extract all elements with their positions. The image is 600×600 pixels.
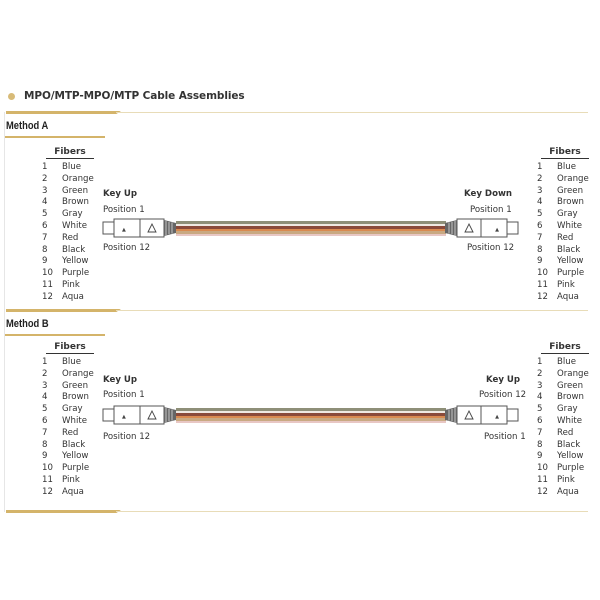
section-rule-a bbox=[6, 111, 588, 114]
method-a-right-top-pos: Position 1 bbox=[470, 205, 512, 215]
method-a-right-key: Key Down bbox=[464, 189, 513, 199]
fiber-row bbox=[42, 292, 94, 304]
method-b-label: Method B bbox=[6, 318, 49, 330]
fiber-number: 5 bbox=[537, 209, 543, 220]
fiber-number: 6 bbox=[537, 220, 543, 231]
fibers-header: Fibers bbox=[46, 147, 94, 159]
fiber-row bbox=[42, 475, 94, 487]
fiber-number: 5 bbox=[537, 404, 543, 415]
fiber-color: Black bbox=[557, 244, 581, 255]
fiber-color: Orange bbox=[557, 368, 589, 379]
fiber-row bbox=[537, 233, 589, 245]
fiber-color: Black bbox=[62, 439, 86, 450]
fiber-number: 8 bbox=[42, 244, 48, 255]
cable-b bbox=[176, 408, 446, 423]
fiber-row bbox=[42, 209, 94, 221]
fiber-row bbox=[537, 256, 589, 268]
fiber-color: Pink bbox=[557, 279, 575, 290]
fiber-color: Gray bbox=[557, 404, 578, 415]
method-b-right-top-pos: Position 12 bbox=[479, 390, 527, 400]
cable-band bbox=[176, 234, 446, 237]
fiber-color: Pink bbox=[62, 279, 80, 290]
fiber-color: Red bbox=[62, 232, 79, 243]
fiber-color: Aqua bbox=[62, 291, 84, 302]
fiber-number: 8 bbox=[42, 439, 48, 450]
method-b-left-key: Key Up bbox=[103, 375, 138, 385]
fiber-number: 3 bbox=[42, 380, 48, 391]
fiber-color: Yellow bbox=[557, 256, 584, 267]
fibers-table-b-right bbox=[537, 342, 589, 499]
fiber-row bbox=[537, 292, 589, 304]
fiber-row bbox=[42, 245, 94, 257]
fiber-row bbox=[42, 197, 94, 209]
fiber-color: Green bbox=[62, 380, 89, 391]
svg-text:▲: ▲ bbox=[495, 414, 499, 420]
fiber-color: Gray bbox=[62, 404, 83, 415]
fiber-color: Purple bbox=[62, 463, 90, 474]
page-title: MPO/MTP-MPO/MTP Cable Assemblies bbox=[24, 90, 245, 102]
fibers-header: Fibers bbox=[541, 147, 589, 159]
fiber-color: Purple bbox=[557, 268, 585, 279]
svg-text:▲: ▲ bbox=[495, 227, 499, 233]
fiber-color: Green bbox=[62, 185, 89, 196]
method-b-underline bbox=[5, 334, 105, 336]
fiber-row bbox=[537, 440, 589, 452]
fiber-number: 9 bbox=[42, 451, 48, 462]
method-a-left-bottom-pos: Position 12 bbox=[103, 243, 151, 253]
fiber-number: 6 bbox=[537, 415, 543, 426]
fiber-number: 2 bbox=[537, 368, 543, 379]
fibers-header: Fibers bbox=[46, 342, 94, 354]
fiber-color: Brown bbox=[62, 197, 89, 208]
fiber-number: 10 bbox=[537, 463, 548, 474]
fiber-row bbox=[537, 463, 589, 475]
method-a-right-bottom-pos: Position 12 bbox=[467, 243, 515, 253]
svg-text:▲: ▲ bbox=[122, 227, 126, 233]
fiber-row bbox=[537, 280, 589, 292]
fiber-number: 10 bbox=[42, 463, 53, 474]
fiber-color: Yellow bbox=[62, 256, 89, 267]
fiber-number: 9 bbox=[42, 256, 48, 267]
fiber-color: White bbox=[557, 415, 582, 426]
frame-border bbox=[4, 112, 5, 512]
fiber-row bbox=[537, 197, 589, 209]
method-b-right-bottom-pos: Position 1 bbox=[484, 432, 526, 442]
fiber-row bbox=[42, 428, 94, 440]
fiber-color: Pink bbox=[62, 474, 80, 485]
fiber-number: 1 bbox=[42, 357, 48, 367]
fiber-row bbox=[537, 392, 589, 404]
fiber-row bbox=[42, 186, 94, 198]
fiber-number: 6 bbox=[42, 415, 48, 426]
fiber-number: 1 bbox=[537, 357, 543, 367]
fiber-number: 11 bbox=[537, 474, 548, 485]
fiber-row bbox=[42, 174, 94, 186]
mpo-connector-icon bbox=[443, 218, 519, 238]
mpo-connector-icon bbox=[443, 405, 519, 425]
method-a-left-top-pos: Position 1 bbox=[103, 205, 145, 215]
method-b-right-key: Key Up bbox=[486, 375, 521, 385]
section-rule-bottom bbox=[6, 510, 588, 513]
fiber-row bbox=[537, 428, 589, 440]
fiber-row bbox=[42, 162, 94, 174]
fiber-color: White bbox=[62, 415, 87, 426]
fiber-color: Red bbox=[557, 232, 574, 243]
fiber-row bbox=[42, 268, 94, 280]
fiber-number: 3 bbox=[537, 185, 543, 196]
cable-a bbox=[176, 221, 446, 236]
cable-band bbox=[176, 421, 446, 424]
fiber-number: 11 bbox=[537, 279, 548, 290]
fibers-table-a-left bbox=[42, 147, 94, 304]
fiber-color: Brown bbox=[557, 197, 584, 208]
fibers-header: Fibers bbox=[541, 342, 589, 354]
fiber-row bbox=[537, 162, 589, 174]
fiber-color: Yellow bbox=[557, 451, 584, 462]
fiber-row bbox=[537, 268, 589, 280]
method-a-underline bbox=[5, 136, 105, 138]
mpo-connector-icon bbox=[102, 405, 178, 425]
method-a-left-key: Key Up bbox=[103, 189, 138, 199]
fiber-number: 12 bbox=[537, 486, 548, 497]
fiber-number: 3 bbox=[42, 185, 48, 196]
bullet-icon bbox=[8, 93, 15, 100]
fiber-row bbox=[537, 381, 589, 393]
fiber-color: Orange bbox=[62, 368, 94, 379]
fiber-color: Blue bbox=[62, 357, 82, 367]
fiber-row bbox=[42, 487, 94, 499]
fiber-row bbox=[537, 416, 589, 428]
fiber-number: 10 bbox=[42, 268, 53, 279]
fiber-number: 4 bbox=[537, 392, 543, 403]
fiber-row bbox=[537, 451, 589, 463]
fiber-color: Gray bbox=[557, 209, 578, 220]
fiber-number: 2 bbox=[42, 173, 48, 184]
fiber-color: Aqua bbox=[557, 486, 579, 497]
fiber-color: White bbox=[62, 220, 87, 231]
fiber-row bbox=[537, 245, 589, 257]
fiber-number: 8 bbox=[537, 244, 543, 255]
section-rule-b bbox=[6, 309, 588, 312]
fiber-number: 2 bbox=[537, 173, 543, 184]
fiber-number: 5 bbox=[42, 404, 48, 415]
fiber-number: 9 bbox=[537, 256, 543, 267]
fiber-row bbox=[537, 357, 589, 369]
mpo-connector-icon bbox=[102, 218, 178, 238]
fiber-row bbox=[537, 209, 589, 221]
fiber-color: Red bbox=[62, 427, 79, 438]
fiber-row bbox=[42, 440, 94, 452]
fiber-row bbox=[537, 186, 589, 198]
fiber-number: 7 bbox=[537, 232, 543, 243]
fiber-number: 7 bbox=[42, 427, 48, 438]
fiber-color: Gray bbox=[62, 209, 83, 220]
fiber-row bbox=[537, 487, 589, 499]
fiber-number: 12 bbox=[42, 291, 53, 302]
fiber-row bbox=[42, 357, 94, 369]
fiber-number: 4 bbox=[42, 197, 48, 208]
fiber-row bbox=[537, 404, 589, 416]
fiber-number: 5 bbox=[42, 209, 48, 220]
fiber-number: 12 bbox=[537, 291, 548, 302]
fiber-row bbox=[42, 392, 94, 404]
fiber-color: Red bbox=[557, 427, 574, 438]
method-a-label: Method A bbox=[6, 120, 49, 132]
fiber-color: Blue bbox=[62, 162, 82, 172]
fiber-color: Brown bbox=[62, 392, 89, 403]
fiber-color: Aqua bbox=[557, 291, 579, 302]
fiber-color: Green bbox=[557, 185, 584, 196]
fiber-row bbox=[537, 221, 589, 233]
fiber-color: Blue bbox=[557, 162, 577, 172]
fiber-number: 3 bbox=[537, 380, 543, 391]
fiber-color: Pink bbox=[557, 474, 575, 485]
fiber-color: White bbox=[557, 220, 582, 231]
fiber-color: Orange bbox=[557, 173, 589, 184]
method-b-left-top-pos: Position 1 bbox=[103, 390, 145, 400]
fiber-number: 6 bbox=[42, 220, 48, 231]
fiber-row bbox=[42, 416, 94, 428]
fiber-number: 4 bbox=[42, 392, 48, 403]
fiber-color: Black bbox=[62, 244, 86, 255]
fiber-row bbox=[42, 463, 94, 475]
fiber-row bbox=[537, 475, 589, 487]
fiber-row bbox=[42, 451, 94, 463]
fibers-table-b-left bbox=[42, 342, 94, 499]
svg-text:▲: ▲ bbox=[122, 414, 126, 420]
fibers-table-a-right bbox=[537, 147, 589, 304]
fiber-number: 11 bbox=[42, 279, 53, 290]
fiber-color: Green bbox=[557, 380, 584, 391]
method-b-left-bottom-pos: Position 12 bbox=[103, 432, 151, 442]
section-title bbox=[8, 90, 245, 102]
fiber-color: Purple bbox=[557, 463, 585, 474]
fiber-row bbox=[42, 369, 94, 381]
fiber-number: 1 bbox=[42, 162, 48, 172]
fiber-number: 10 bbox=[537, 268, 548, 279]
fiber-number: 7 bbox=[42, 232, 48, 243]
fiber-number: 11 bbox=[42, 474, 53, 485]
fiber-row bbox=[42, 280, 94, 292]
fiber-number: 12 bbox=[42, 486, 53, 497]
fiber-color: Black bbox=[557, 439, 581, 450]
fiber-row bbox=[42, 381, 94, 393]
fiber-row bbox=[537, 369, 589, 381]
fiber-number: 7 bbox=[537, 427, 543, 438]
fiber-row bbox=[42, 233, 94, 245]
fiber-row bbox=[42, 221, 94, 233]
fiber-color: Brown bbox=[557, 392, 584, 403]
fiber-row bbox=[42, 404, 94, 416]
fiber-color: Aqua bbox=[62, 486, 84, 497]
fiber-row bbox=[42, 256, 94, 268]
fiber-row bbox=[537, 174, 589, 186]
fiber-color: Blue bbox=[557, 357, 577, 367]
fiber-number: 8 bbox=[537, 439, 543, 450]
fiber-color: Yellow bbox=[62, 451, 89, 462]
fiber-number: 2 bbox=[42, 368, 48, 379]
fiber-number: 9 bbox=[537, 451, 543, 462]
fiber-color: Purple bbox=[62, 268, 90, 279]
fiber-color: Orange bbox=[62, 173, 94, 184]
fiber-number: 4 bbox=[537, 197, 543, 208]
fiber-number: 1 bbox=[537, 162, 543, 172]
